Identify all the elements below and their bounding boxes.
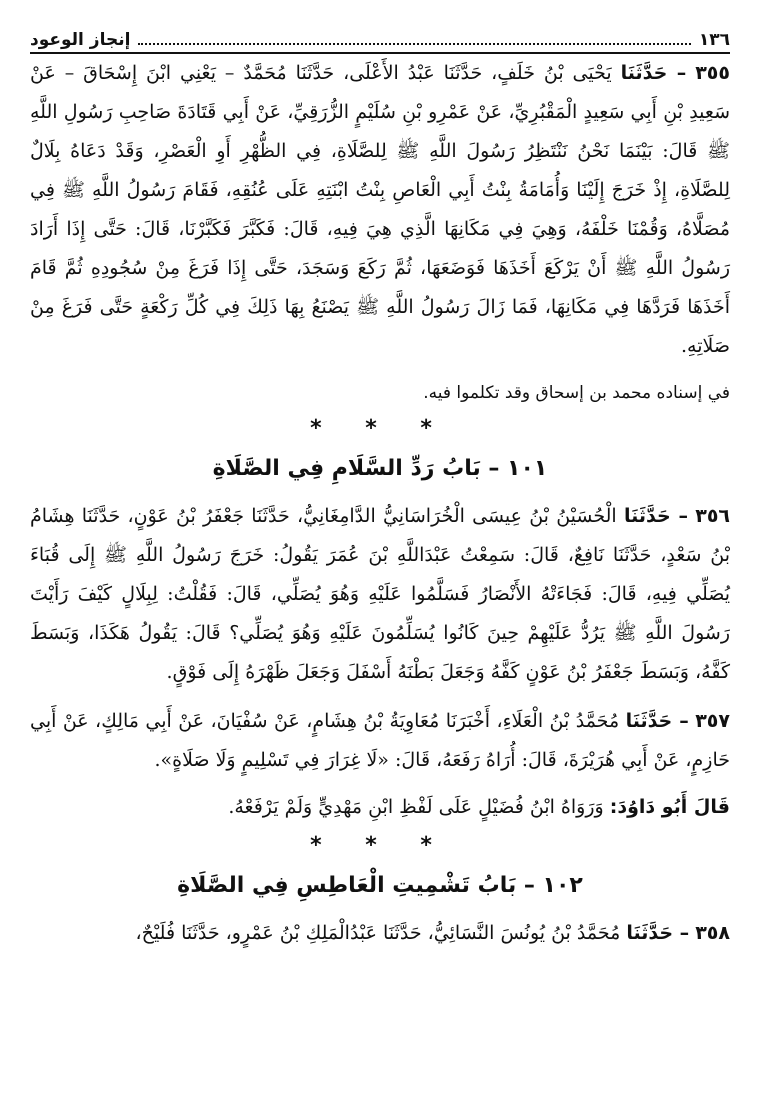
abu-dawud-lead: قَالَ أَبُو دَاوُدَ: bbox=[609, 796, 730, 818]
abu-dawud-text: وَرَوَاهُ ابْنُ فُضَيْلٍ عَلَى لَفْظِ ابْنِ مَهْدِيٍّ وَلَمْ يَرْفَعْهُ. bbox=[228, 796, 604, 818]
spacer bbox=[30, 692, 730, 702]
hadith-number: ٣٥٦ bbox=[695, 505, 731, 527]
chapter-heading-101: ١٠١ – بَابُ رَدِّ السَّلَامِ فِي الصَّلَاةِ bbox=[212, 456, 548, 481]
hadith-lead: – حَدَّثَنَا bbox=[625, 710, 689, 732]
hadith-text: مُحَمَّدُ بْنُ يُونُسَ النَّسَائِيُّ، حَدَّثَنَا عَبْدُالْمَلِكِ بْنُ عَمْرٍو، حَدَّثَنَا فُلَيْحٌ، bbox=[135, 922, 621, 944]
hadith-lead: – حَدَّثَنَا bbox=[620, 62, 687, 84]
hadith-number: ٣٥٨ bbox=[695, 922, 730, 944]
abu-dawud-note bbox=[30, 788, 730, 827]
page bbox=[30, 30, 730, 953]
hadith-358 bbox=[30, 914, 730, 953]
hadith-number: ٣٥٥ bbox=[695, 62, 730, 84]
section-separator: * * * bbox=[310, 833, 450, 858]
hadith-355 bbox=[30, 54, 730, 366]
section-separator: * * * bbox=[310, 416, 450, 441]
page-number: ١٣٦ bbox=[698, 30, 730, 50]
hadith-356 bbox=[30, 497, 730, 692]
hadith-lead: – حَدَّثَنَا bbox=[626, 922, 690, 944]
running-title: إنجاز الوعود bbox=[30, 30, 131, 50]
hadith-number: ٣٥٧ bbox=[695, 710, 730, 732]
hadith-lead: – حَدَّثَنَا bbox=[623, 505, 688, 527]
hadith-357 bbox=[30, 702, 730, 780]
chapter-heading-102: ١٠٢ – بَابُ تَشْمِيتِ الْعَاطِسِ فِي الصَّلَاةِ bbox=[177, 873, 583, 898]
dotted-leader bbox=[138, 33, 690, 45]
running-head bbox=[30, 30, 730, 54]
hadith-text: مُحَمَّدُ بْنُ الْعَلَاءِ، أَخْبَرَنَا مُعَاوِيَةُ بْنُ هِشَامٍ، عَنْ سُفْيَانَ، عَنْ أَبِي مَالِكٍ، عَنْ أَبِي حَازِمٍ، عَنْ أَبِي هُرَيْرَةَ، قَالَ: أُرَاهُ رَفَعَهُ، قَالَ: «لَا غِرَارَ فِي تَسْلِيمٍ وَلَا صَلَاةٍ». bbox=[30, 710, 730, 771]
hadith-text: الْحُسَيْنُ بْنُ عِيسَى الْخُرَاسَانِيُّ الدَّامِغَانِيُّ، حَدَّثَنَا جَعْفَرُ بْنُ عَوْنٍ، حَدَّثَنَا هِشَامُ بْنُ سَعْدٍ، حَدَّثَنَا نَافِعٌ، قَالَ: سَمِعْتُ عَبْدَاللَّهِ بْنَ عُمَرَ يَقُولُ: خَرَجَ رَسُولُ اللَّهِ ﷺ إِلَى قُبَاءَ يُصَلِّي فِيهِ، قَالَ: فَجَاءَتْهُ الأَنْصَارُ فَسَلَّمُوا عَلَيْهِ وَهُوَ يُصَلِّي، قَالَ: فَقُلْتُ: لِبِلَالٍ كَيْفَ رَأَيْتَ رَسُولَ اللَّهِ ﷺ يَرُدُّ عَلَيْهِمْ حِينَ كَانُوا يُسَلِّمُونَ عَلَيْهِ وَهُوَ يُصَلِّي؟ قَالَ: يَقُولُ هَكَذَا، وَبَسَطَ كَفَّهُ، وَبَسَطَ جَعْفَرُ بْنُ عَوْنٍ كَفَّهُ وَجَعَلَ بَطْنَهُ أَسْفَلَ وَجَعَلَ ظَهْرَهُ إِلَى فَوْقٍ. bbox=[30, 505, 730, 683]
isnad-note: في إسناده محمد بن إسحاق وقد تكلموا فيه. bbox=[423, 383, 730, 403]
hadith-text: يَحْيَى بْنُ خَلَفٍ، حَدَّثَنَا عَبْدُ الأَعْلَى، حَدَّثَنَا مُحَمَّدٌ – يَعْنِي ابْنَ إِسْحَاقَ – عَنْ سَعِيدِ بْنِ أَبِي سَعِيدٍ الْمَقْبُرِيِّ، عَنْ عَمْرِو بْنِ سُلَيْمٍ الزُّرَقِيِّ، عَنْ أَبِي قَتَادَةَ صَاحِبِ رَسُولِ اللَّهِ ﷺ قَالَ: بَيْنَمَا نَحْنُ نَنْتَظِرُ رَسُولَ اللَّهِ ﷺ لِلصَّلَاةِ، فِي الظُّهْرِ أَوِ الْعَصْرِ، وَقَدْ دَعَاهُ بِلَالٌ لِلصَّلَاةِ، إِذْ خَرَجَ إِلَيْنَا وَأُمَامَةُ بِنْتُ أَبِي الْعَاصِ بِنْتُ ابْنَتِهِ عَلَى عُنُقِهِ، فَقَامَ رَسُولُ اللَّهِ ﷺ فِي مُصَلَّاهُ، وَقُمْنَا خَلْفَهُ، وَهِيَ فِي مَكَانِهَا الَّذِي هِيَ فِيهِ، قَالَ: فَكَبَّرَ فَكَبَّرْنَا، قَالَ: حَتَّى إِذَا أَرَادَ رَسُولُ اللَّهِ ﷺ أَنْ يَرْكَعَ أَخَذَهَا فَوَضَعَهَا، ثُمَّ رَكَعَ وَسَجَدَ، حَتَّى إِذَا فَرَغَ مِنْ سُجُودِهِ ثُمَّ قَامَ أَخَذَهَا فَرَدَّهَا فِي مَكَانِهَا، فَمَا زَالَ رَسُولُ اللَّهِ ﷺ يَصْنَعُ بِهَا ذَلِكَ فِي كُلِّ رَكْعَةٍ حَتَّى فَرَغَ مِنْ صَلَاتِهِ. bbox=[30, 62, 730, 357]
